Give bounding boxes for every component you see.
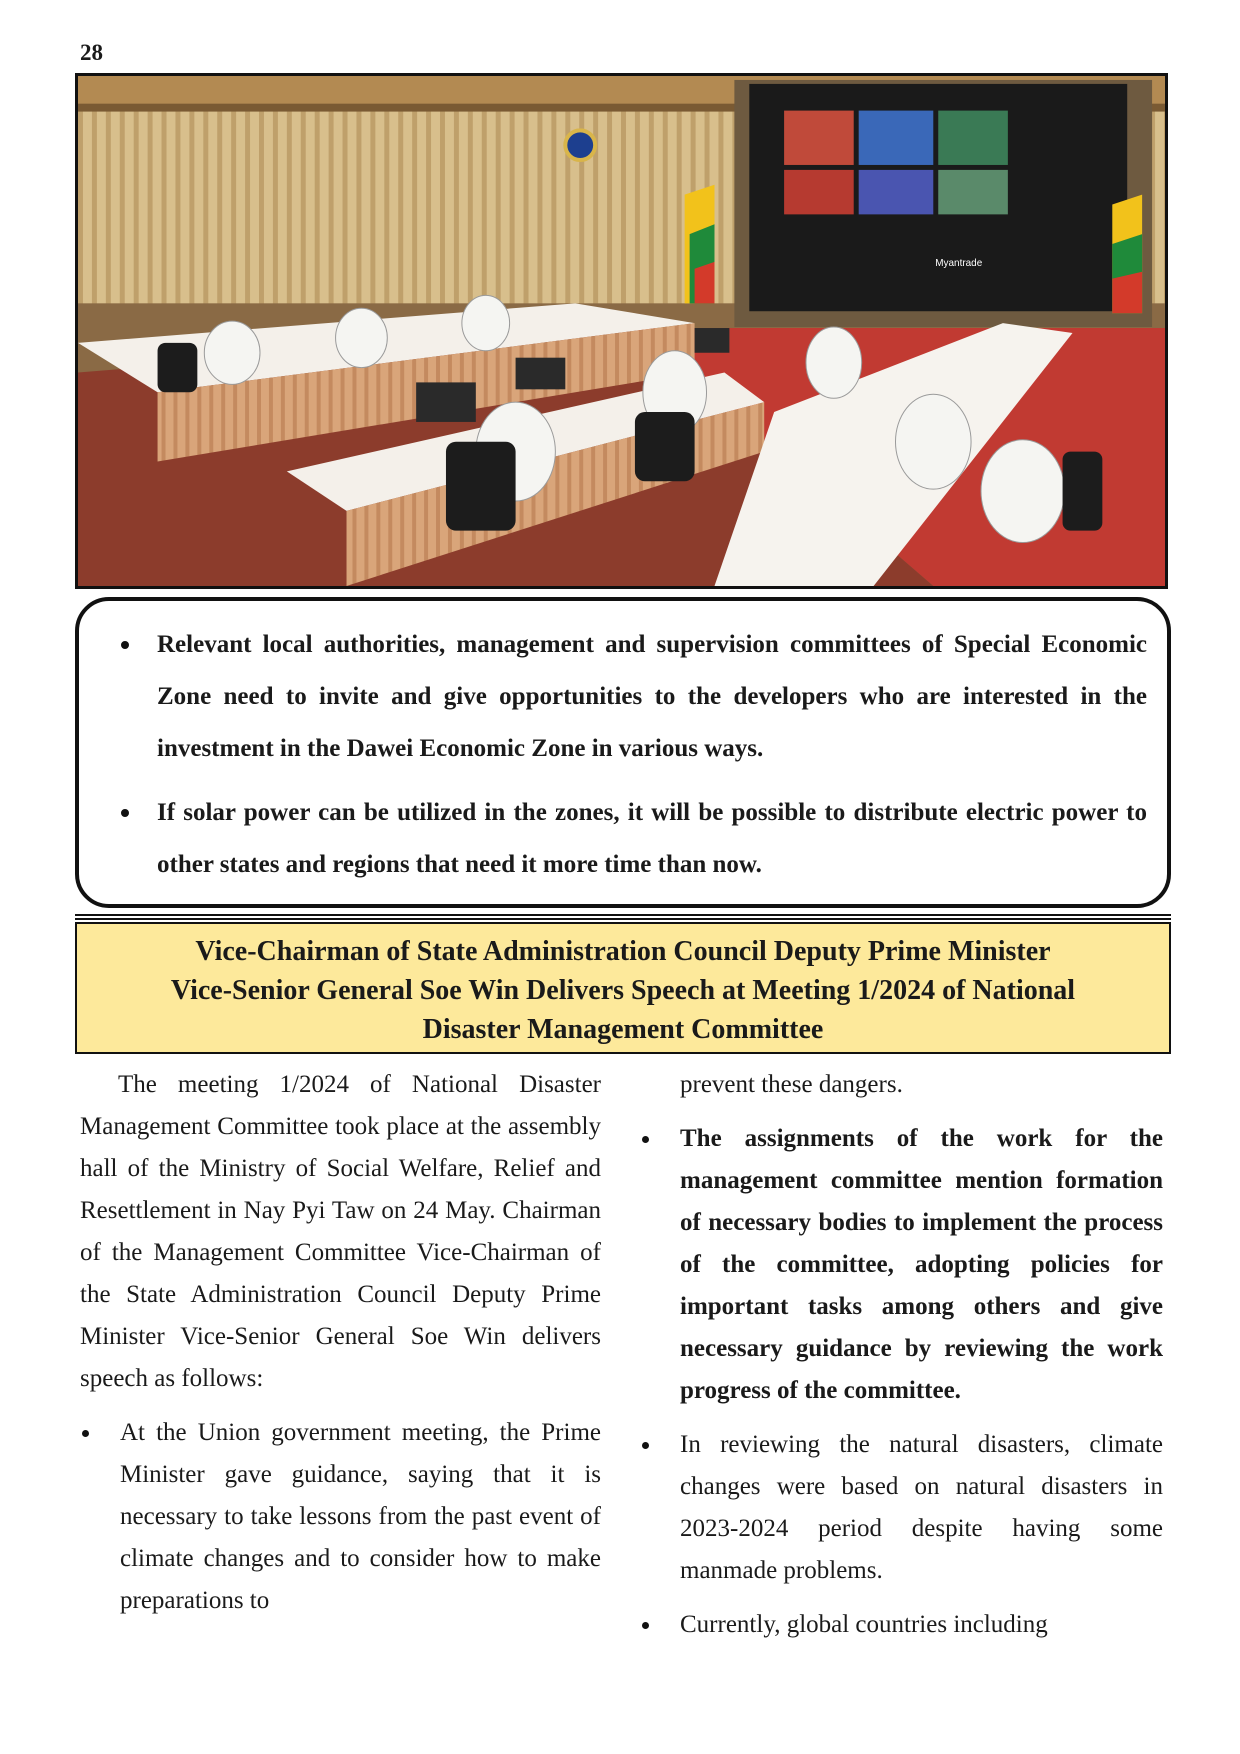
speech-bullet: Currently, global countries including (640, 1604, 1163, 1646)
speech-bullet: The assignments of the work for the management committee mention formation of necessary bodies to implement the process of the committee, adopting policies for important tasks among others and give necessary guidance by reviewing the work progress of the committee. (640, 1118, 1163, 1412)
page-number: 28 (80, 40, 103, 65)
key-points-callout (75, 597, 1171, 908)
section-divider (75, 914, 1171, 920)
headline-line: Vice-Senior General Soe Win Delivers Speech at Meeting 1/2024 of National (170, 975, 1076, 1006)
article-headline (75, 922, 1171, 1054)
headline-line: Vice-Chairman of State Administration Council Deputy Prime Minister (195, 936, 1051, 967)
emblem-icon (565, 130, 595, 160)
key-point: Relevant local authorities, management and supervision committees of Special Economic Zone need to invite and give opportunities to the developers who are interested in the investment in the Dawei Economic Zone in various ways. (99, 619, 1147, 775)
article-column-left (80, 1064, 601, 1622)
screen-caption: Myantrade (935, 257, 983, 269)
headline-line: Disaster Management Committee (422, 1014, 824, 1045)
article-intro: The meeting 1/2024 of National Disaster Management Committee took place at the assembly hall of the Ministry of Social Welfare, Relief and Resettlement in Nay Pyi Taw on 24 May. Chairman of the Management Committee Vice-Chairman of the State Administration Council Deputy Prime Minister Vice-Senior General Soe Win delivers speech as follows: (80, 1071, 601, 1392)
speech-bullet-continuation: prevent these dangers. (680, 1071, 903, 1098)
meeting-photo (75, 73, 1168, 589)
article-column-right (640, 1064, 1163, 1646)
key-point: If solar power can be utilized in the zones, it will be possible to distribute electric power to other states and regions that need it more time than now. (99, 787, 1147, 891)
speech-bullet: At the Union government meeting, the Prime Minister gave guidance, saying that it is necessary to take lessons from the past event of climate changes and to consider how to make preparations to (80, 1412, 601, 1622)
meeting-photo-illustration (78, 76, 1165, 586)
key-points-list (99, 619, 1147, 891)
speech-bullet: In reviewing the natural disasters, climate changes were based on natural disasters in 2023-2024 period despite having some manmade problems. (640, 1424, 1163, 1592)
